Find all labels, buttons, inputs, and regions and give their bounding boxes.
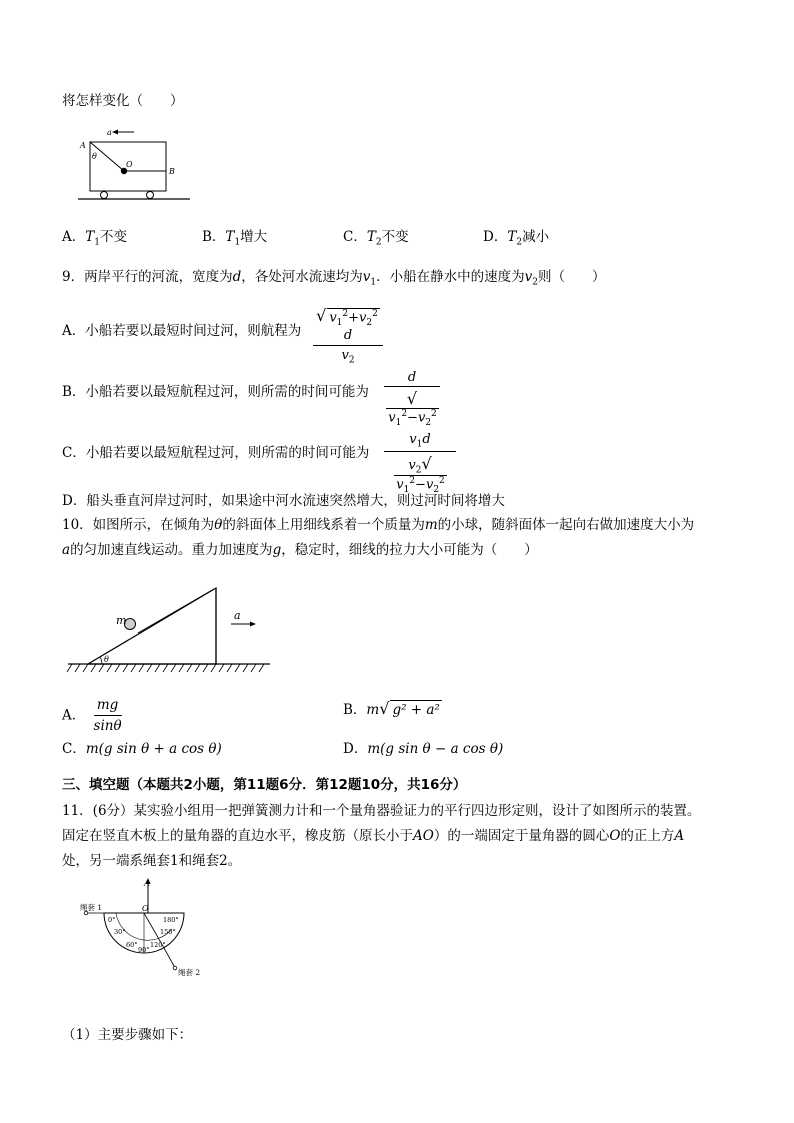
q11-line1: 11．(6分）某实验小组用一把弹簧测力计和一个量角器验证力的平行四边形定则，设计了如图所示的装置。 xyxy=(62,803,701,819)
q11-fig-label-O: O xyxy=(142,904,149,913)
svg-text:0°: 0° xyxy=(108,916,116,924)
q10-stem-line1: 10．如图所示，在倾角为θ的斜面体上用细线系着一个质量为m的小球，随斜面体一起向右做加速度大小为 xyxy=(62,517,695,533)
q8-stem-tail: 将怎样变化（ ） xyxy=(62,93,184,109)
svg-text:30°: 30° xyxy=(114,928,126,936)
q10-stem-line2: a的匀加速直线运动。重力加速度为g，稳定时，细线的拉力大小可能为（ ） xyxy=(62,542,538,558)
q8-option-c: C．$T_2$不变 xyxy=(343,229,409,248)
q11-fig-label-rope2: 绳套 2 xyxy=(178,968,201,977)
q10-option-b: B．m√ g² + a² xyxy=(343,699,440,718)
q8-fig-label-A: A xyxy=(80,141,86,150)
q11-fig-label-rope1: 绳套 1 xyxy=(80,903,103,912)
svg-text:120°: 120° xyxy=(150,941,166,949)
svg-text:90°: 90° xyxy=(138,946,150,954)
svg-text:150°: 150° xyxy=(160,928,176,936)
q10-fig-label-m: m xyxy=(116,614,127,627)
q10-option-a: A． $\frac{mg}{\sin\theta}$ xyxy=(62,697,122,734)
q8-option-b: B．$T_1$增大 xyxy=(202,229,268,248)
q11-protractor-figure xyxy=(78,876,201,982)
q8-option-a: A．$T_1$不变 xyxy=(62,229,127,248)
svg-text:60°: 60° xyxy=(126,941,138,949)
q9-stem: 9．两岸平行的河流，宽度为d，各处河水流速均为$v_1$．小船在静水中的速度为$v_2$则（ ） xyxy=(62,269,606,288)
q8-fig-label-O: O xyxy=(126,160,133,169)
q8-option-d: D．$T_2$减小 xyxy=(483,229,550,248)
q9-option-a: A．小船若要以最短时间过河，则航程为 xyxy=(62,323,302,339)
q8-fig-label-B: B xyxy=(169,167,175,176)
q9-option-a-formula: √ $v_1^2+v_2^2d$ $v_2$ xyxy=(313,306,383,365)
svg-text:180°: 180° xyxy=(163,916,179,924)
q9-option-d: D．船头垂直河岸过河时，如果途中河水流速突然增大，则过河时间将增大 xyxy=(62,493,505,509)
q8-fig-label-theta: θ xyxy=(92,152,97,161)
q11-fig-label-A: A xyxy=(144,879,150,888)
q9-option-b-formula: d $√v_1^2-v_2^2$ xyxy=(384,370,440,428)
q9-option-c-formula: $v_1d$ $v_2√v_1^2-v_2^2$ xyxy=(384,432,456,495)
q11-line3: 处，另一端系绳套1和绳套2。 xyxy=(62,853,242,869)
q8-cart-figure xyxy=(78,124,190,202)
q9-option-b: B．小船若要以最短航程过河，则所需的时间可能为 xyxy=(62,384,369,400)
q10-fig-label-a: a xyxy=(234,609,241,622)
q10-fig-label-theta: θ xyxy=(104,655,109,664)
q11-line2: 固定在竖直木板上的量角器的直边水平，橡皮筋（原长小于AO）的一端固定于量角器的圆心O的正上方A xyxy=(62,828,685,844)
section3-title: 三、填空题（本题共2小题，第11题6分．第12题10分，共16分） xyxy=(62,777,467,793)
q8-fig-label-a: a xyxy=(107,128,112,137)
q10-option-d: D．m(g sin θ − a cos θ) xyxy=(343,741,504,757)
q11-step-head: （1）主要步骤如下： xyxy=(62,1027,193,1043)
q10-incline-figure xyxy=(66,582,272,678)
q9-option-c: C．小船若要以最短航程过河，则所需的时间可能为 xyxy=(62,445,370,461)
q10-option-c: C．m(g sin θ + a cos θ) xyxy=(62,741,222,757)
